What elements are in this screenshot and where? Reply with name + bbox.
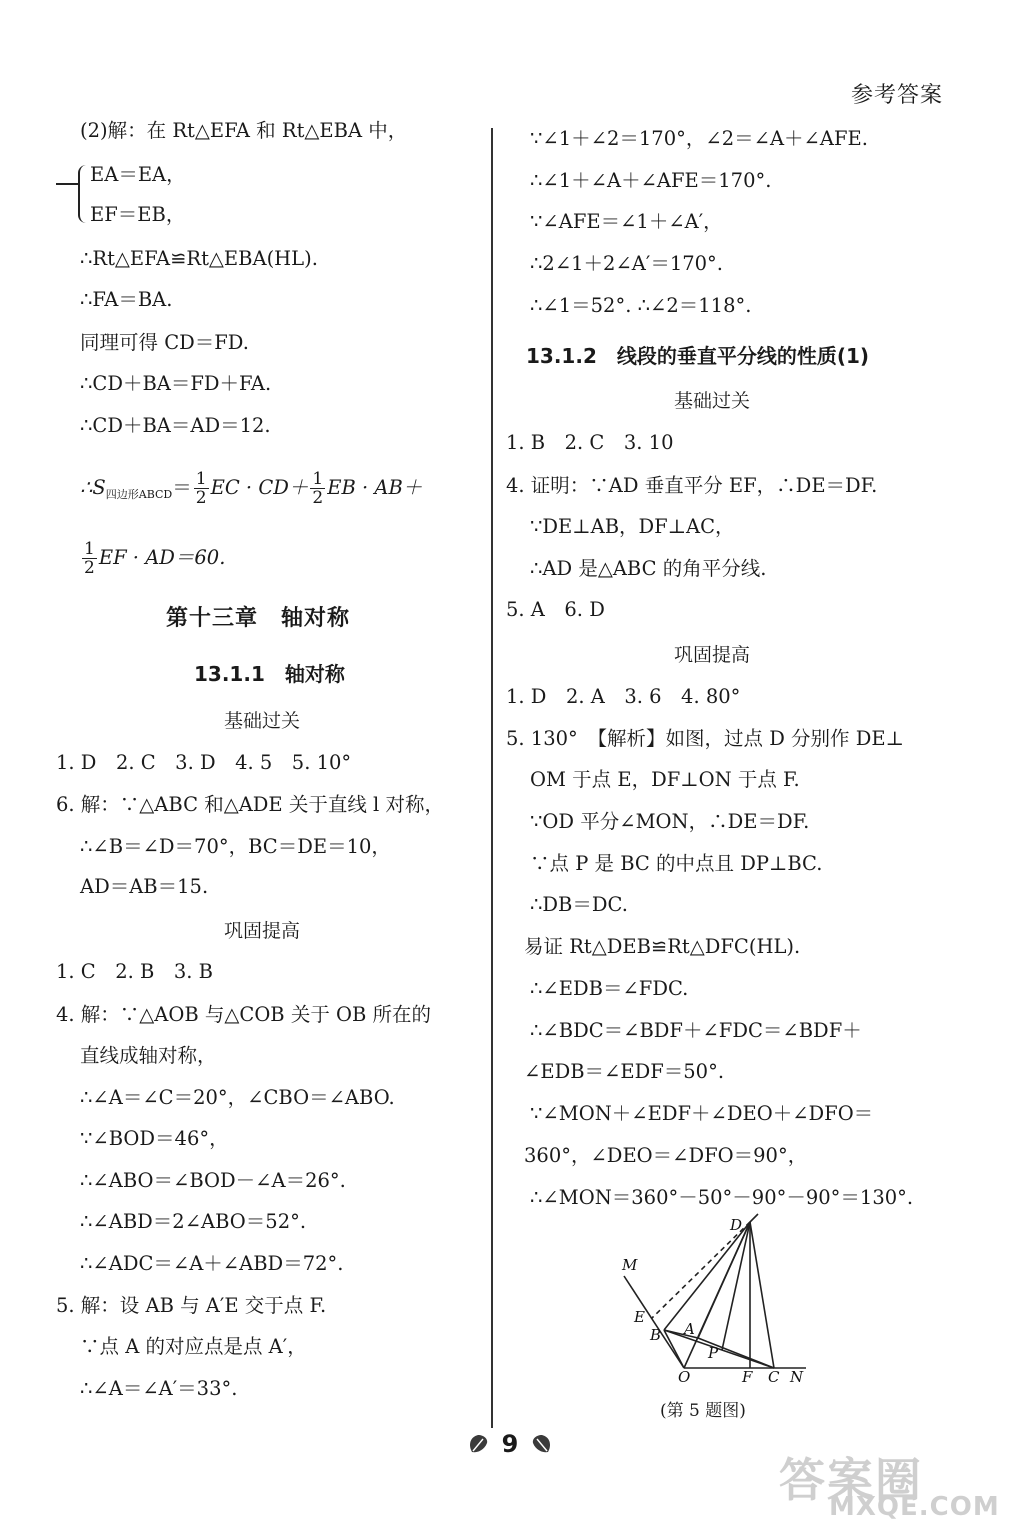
- text-line: ∵∠BOD＝46°，: [80, 1127, 229, 1150]
- text-line: ∴AD 是△ABC 的角平分线.: [530, 557, 767, 580]
- text-line: ∴∠EDB＝∠FDC.: [530, 977, 689, 1000]
- text-line: ∵点 P 是 BC 的中点且 DP⊥BC.: [530, 852, 823, 875]
- text-line: ∴DB＝DC.: [530, 893, 628, 916]
- figure-label: O: [678, 1368, 691, 1382]
- answer-line: 4. 解：∵△AOB 与△COB 关于 OB 所在的: [56, 1003, 432, 1026]
- text-line: ∴∠1＋∠A＋∠AFE＝170°.: [530, 169, 772, 192]
- figure-label: E: [634, 1308, 645, 1326]
- system-brace: [78, 165, 88, 223]
- ray-om: [624, 1276, 684, 1368]
- leaf-icon: [466, 1433, 490, 1455]
- page-number-block: [440, 1424, 580, 1464]
- text-line: ∴CD＋BA＝FD＋FA.: [80, 372, 272, 395]
- answer-line: 1. C 2. B 3. B: [56, 960, 213, 983]
- text-line: ∴FA＝BA.: [80, 288, 173, 311]
- text-line: ∵点 A 的对应点是点 A′，: [80, 1335, 307, 1358]
- text-line: OM 于点 E，DF⊥ON 于点 F.: [530, 768, 800, 791]
- text-line: (2)解：在 Rt△EFA 和 Rt△EBA 中，: [80, 119, 408, 142]
- geometry-figure: [612, 1210, 812, 1382]
- text-line: 易证 Rt△DEB≌Rt△DFC(HL).: [524, 935, 801, 958]
- text-line: ∴∠B＝∠D＝70°，BC＝DE＝10，: [80, 835, 391, 858]
- page-number: 9: [501, 1430, 519, 1458]
- answer-line: 5. 130° 【解析】如图，过点 D 分别作 DE⊥: [506, 727, 904, 750]
- text-line: ∴2∠1＋2∠A′＝170°.: [530, 252, 723, 275]
- answer-line: 5. 解：设 AB 与 A′E 交于点 F.: [56, 1294, 327, 1317]
- answer-line: 6. 解：∵△ABC 和△ADE 关于直线 l 对称，: [56, 793, 444, 816]
- text-line: 直线成轴对称，: [80, 1044, 217, 1067]
- answer-line: 4. 证明：∵AD 垂直平分 EF，∴DE＝DF.: [506, 474, 878, 497]
- text-span: EC · CD＋: [210, 476, 309, 499]
- text-span: ＝: [172, 476, 192, 499]
- text-line: ∴∠ABO＝∠BOD－∠A＝26°.: [80, 1169, 346, 1192]
- text-line: ∴∠A＝∠A′＝33°.: [80, 1377, 238, 1400]
- fraction: $\frac{1}{2}$: [195, 469, 207, 508]
- answer-line: 1. B 2. C 3. 10: [506, 431, 674, 454]
- text-line: 同理可得 CD＝FD.: [80, 331, 249, 354]
- figure-label: M: [622, 1256, 638, 1274]
- text-line: ∴∠A＝∠C＝20°，∠CBO＝∠ABO.: [80, 1086, 395, 1109]
- seg-db: [664, 1222, 750, 1330]
- subsection-title: 巩固提高: [674, 644, 751, 666]
- text-line: ∴Rt△EFA≌Rt△EBA(HL).: [80, 247, 318, 270]
- figure-label: P: [708, 1344, 719, 1362]
- subscript: 四边形ABCD: [105, 488, 173, 501]
- text-line: ∴∠ABD＝2∠ABO＝52°.: [80, 1210, 307, 1233]
- figure-label: N: [790, 1368, 804, 1382]
- text-line: ∵∠MON＋∠EDF＋∠DEO＋∠DFO＝: [530, 1102, 874, 1125]
- text-line: ∴∠MON＝360°－50°－90°－90°＝130°.: [530, 1186, 914, 1209]
- chapter-title: 第十三章 轴对称: [166, 606, 351, 631]
- subsection-title: 巩固提高: [224, 920, 301, 942]
- text-line: EF＝EB，: [90, 203, 186, 226]
- seg-dc: [750, 1222, 774, 1368]
- figure-label: F: [742, 1368, 753, 1382]
- text-line: ∴∠ADC＝∠A＋∠ABD＝72°.: [80, 1252, 344, 1275]
- figure-label: A: [684, 1320, 695, 1338]
- text-line: ∵OD 平分∠MON，∴DE＝DF.: [530, 810, 810, 833]
- text-line: EA＝EA，: [90, 163, 186, 186]
- text-line: ∵∠1＋∠2＝170°，∠2＝∠A＋∠AFE.: [530, 127, 868, 150]
- text-line: 360°，∠DEO＝∠DFO＝90°，: [524, 1144, 808, 1167]
- fraction: $\frac{1}{2}$: [312, 469, 324, 508]
- text-line: ∴∠1＝52°. ∴∠2＝118°.: [530, 294, 752, 317]
- figure-caption: (第 5 题图): [660, 1401, 746, 1421]
- fraction: $\frac{1}{2}$: [84, 539, 95, 578]
- text-span: EF · AD＝60.: [98, 546, 226, 569]
- figure-label: D: [730, 1216, 743, 1234]
- brace-dash: [56, 183, 78, 185]
- text-span: ∴S: [80, 476, 106, 499]
- text-line: ∵∠AFE＝∠1＋∠A′，: [530, 210, 723, 233]
- answer-line: 1. D 2. A 3. 6 4. 80°: [506, 685, 741, 708]
- column-divider: [491, 128, 493, 1428]
- text-line: AD＝AB＝15.: [80, 875, 209, 898]
- watermark-url: MXQE.COM: [829, 1492, 1000, 1522]
- text-line: ∠EDB＝∠EDF＝50°.: [524, 1060, 725, 1083]
- watermark: [779, 1444, 1009, 1526]
- section-title: 13.1.1 轴对称: [194, 662, 345, 686]
- subsection-title: 基础过关: [224, 710, 301, 732]
- text-line: ∴CD＋BA＝AD＝12.: [80, 414, 271, 437]
- page-header: 参考答案: [850, 83, 943, 108]
- text-span: EB · AB＋: [327, 476, 423, 499]
- section-title: 13.1.2 线段的垂直平分线的性质(1): [526, 344, 870, 368]
- area-formula-line: [56, 470, 422, 508]
- seg-dp: [722, 1222, 750, 1350]
- figure-label: B: [650, 1326, 662, 1344]
- watermark-logo-text: 答案圈: [779, 1453, 923, 1507]
- text-line: ∵DE⊥AB，DF⊥AC，: [530, 515, 735, 538]
- seg-de: [652, 1222, 750, 1318]
- leaf-icon: [530, 1433, 554, 1455]
- extension-d: [750, 1214, 758, 1222]
- answer-line: 5. A 6. D: [506, 598, 605, 621]
- text-line: ∴∠BDC＝∠BDF＋∠FDC＝∠BDF＋: [530, 1019, 862, 1042]
- subsection-title: 基础过关: [674, 390, 751, 412]
- answer-line: 1. D 2. C 3. D 4. 5 5. 10°: [56, 751, 352, 774]
- area-formula-cont: [80, 540, 225, 577]
- figure-label: C: [768, 1368, 780, 1382]
- seg-da: [698, 1222, 750, 1338]
